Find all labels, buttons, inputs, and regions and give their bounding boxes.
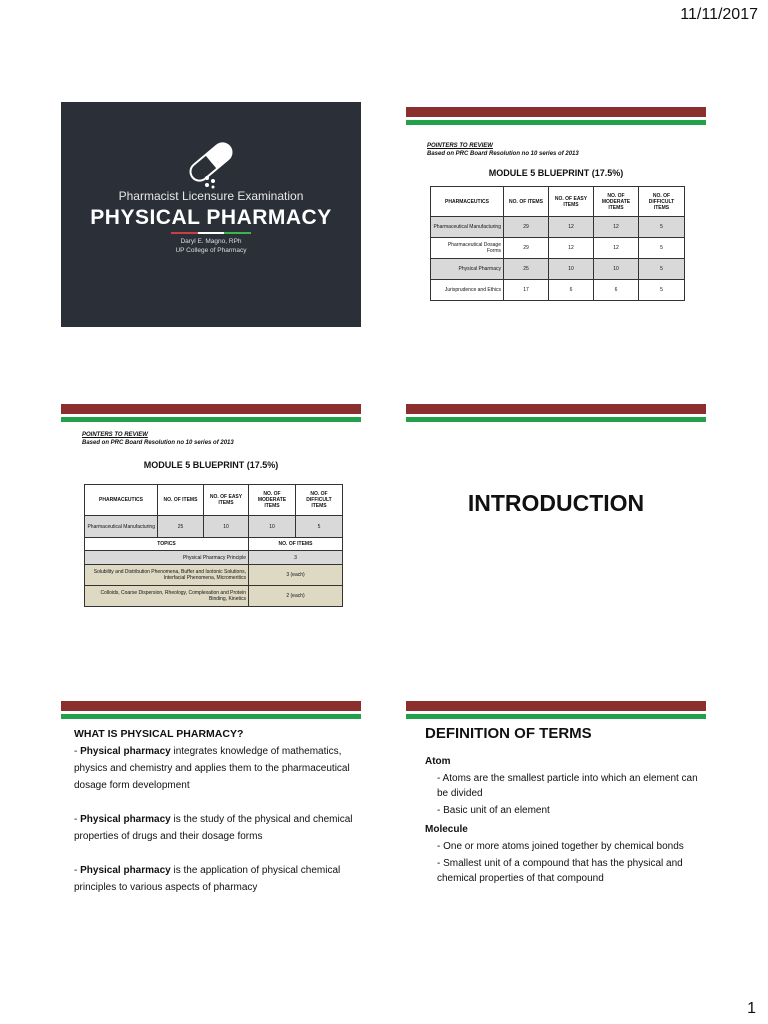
paragraph-1: - Physical pharmacy integrates knowledge of mathematics, physics and chemistry and applies them to the pharmaceutical dosage form development bbox=[74, 746, 350, 791]
table-cell: 10 bbox=[594, 259, 639, 280]
slide-title: PHYSICAL PHARMACY bbox=[90, 206, 332, 229]
slide3-blueprint-table bbox=[84, 484, 343, 607]
table-cell: Colloids, Coarse Dispersion, Rheology, Complexation and Protein Binding, Kinetics bbox=[85, 586, 249, 607]
definition-item: - Atoms are the smallest particle into which an element can be divided bbox=[437, 773, 698, 799]
definition-item: - One or more atoms joined together by chemical bonds bbox=[437, 841, 684, 852]
table-cell: Physical Pharmacy Principle bbox=[85, 551, 249, 565]
pointers-heading: POINTERS TO REVIEW bbox=[82, 432, 148, 438]
table-cell: 29 bbox=[504, 217, 549, 238]
col-header: NO. OF ITEMS bbox=[158, 485, 204, 516]
slide3-blueprint-title: MODULE 5 BLUEPRINT (17.5%) bbox=[143, 460, 279, 470]
slide6-red-bar bbox=[406, 701, 706, 711]
title-rule-red bbox=[171, 232, 198, 234]
table-cell: 5 bbox=[639, 238, 685, 259]
slide3-red-bar bbox=[61, 404, 361, 414]
slide4-title: INTRODUCTION bbox=[467, 490, 645, 516]
slide3-pointers bbox=[82, 431, 234, 447]
table-cell: 10 bbox=[549, 259, 594, 280]
table-cell: 12 bbox=[549, 238, 594, 259]
col-header: NO. OF MODERATE ITEMS bbox=[249, 485, 296, 516]
pointers-heading: POINTERS TO REVIEW bbox=[427, 143, 493, 149]
table-cell: Physical Pharmacy bbox=[431, 259, 504, 280]
slide2-green-bar bbox=[406, 120, 706, 125]
slide5-heading: WHAT IS PHYSICAL PHARMACY? bbox=[74, 728, 244, 740]
items-header: NO. OF ITEMS bbox=[249, 538, 343, 551]
paragraph-text: integrates knowledge of mathematics, physics and chemistry and applies them to the pharmaceutical dosage form development bbox=[74, 746, 350, 791]
table-cell: 25 bbox=[504, 259, 549, 280]
slide2-red-bar bbox=[406, 107, 706, 117]
bold-term: Physical pharmacy bbox=[80, 814, 171, 825]
table-row bbox=[431, 259, 685, 280]
presenter-name: Daryl E. Magno, RPh bbox=[180, 238, 242, 245]
title-rule-green bbox=[224, 232, 251, 234]
title-rule-white bbox=[198, 232, 224, 234]
title-slide bbox=[61, 102, 361, 327]
table-row bbox=[85, 551, 343, 565]
table-cell: 12 bbox=[594, 238, 639, 259]
table-cell: 25 bbox=[158, 516, 204, 538]
col-header: NO. OF ITEMS bbox=[504, 187, 549, 217]
slide5-content bbox=[74, 726, 358, 913]
definition-item: - Smallest unit of a compound that has the physical and chemical properties of that compound bbox=[437, 858, 683, 884]
slide2-pointers bbox=[427, 142, 579, 158]
table-cell: Pharmaceutical Manufacturing bbox=[85, 516, 158, 538]
col-header: NO. OF DIFFICULT ITEMS bbox=[296, 485, 343, 516]
slide2-blueprint-table bbox=[430, 186, 685, 301]
paragraph-text: is the application of physical chemical principles to various aspects of pharmacy bbox=[74, 865, 341, 893]
pointers-basis: Based on PRC Board Resolution no 10 series of 2013 bbox=[82, 440, 234, 446]
header-date: 11/11/2017 bbox=[680, 6, 758, 23]
table-cell: Pharmaceutical Dosage Forms bbox=[431, 238, 504, 259]
table-cell: 5 bbox=[639, 259, 685, 280]
table-cell: 5 bbox=[296, 516, 343, 538]
col-header: PHARMACEUTICS bbox=[431, 187, 504, 217]
col-header: NO. OF EASY ITEMS bbox=[204, 485, 249, 516]
table-cell: Solubility and Distribution Phenomena, Buffer and Isotonic Solutions, Interfacial Phenomena, Micromeritics bbox=[85, 565, 249, 586]
term-molecule: Molecule bbox=[425, 824, 468, 835]
table-cell: 3 (each) bbox=[249, 565, 343, 586]
term-atom: Atom bbox=[425, 756, 451, 767]
table-cell: 29 bbox=[504, 238, 549, 259]
table-cell: 10 bbox=[249, 516, 296, 538]
slide5-green-bar bbox=[61, 714, 361, 719]
pointers-basis: Based on PRC Board Resolution no 10 series of 2013 bbox=[427, 151, 579, 157]
table-cell: 6 bbox=[549, 280, 594, 301]
col-header: NO. OF DIFFICULT ITEMS bbox=[639, 187, 685, 217]
pill-icon bbox=[181, 140, 241, 190]
topics-header: TOPICS bbox=[85, 538, 249, 551]
col-header: PHARMACEUTICS bbox=[85, 485, 158, 516]
slide4-red-bar bbox=[406, 404, 706, 414]
table-row bbox=[431, 238, 685, 259]
page-number: 1 bbox=[747, 1000, 756, 1017]
table-row bbox=[85, 538, 343, 551]
slide6-green-bar bbox=[406, 714, 706, 719]
slide6-content bbox=[425, 750, 700, 886]
paragraph-3: - Physical pharmacy is the application of physical chemical principles to various aspects of pharmacy bbox=[74, 865, 341, 893]
table-cell: Jurisprudence and Ethics bbox=[431, 280, 504, 301]
col-header: NO. OF EASY ITEMS bbox=[549, 187, 594, 217]
table-row bbox=[85, 586, 343, 607]
bold-term: Physical pharmacy bbox=[80, 865, 171, 876]
table-row bbox=[85, 565, 343, 586]
table-cell: 5 bbox=[639, 280, 685, 301]
exam-subtitle: Pharmacist Licensure Examination bbox=[118, 189, 304, 203]
paragraph-text: is the study of the physical and chemical properties of drugs and their dosage forms bbox=[74, 814, 353, 842]
slide3-green-bar bbox=[61, 417, 361, 422]
presenter-info bbox=[61, 237, 361, 255]
table-cell: 17 bbox=[504, 280, 549, 301]
presenter-affiliation: UP College of Pharmacy bbox=[175, 247, 247, 254]
table-row bbox=[431, 217, 685, 238]
slide6-heading: DEFINITION OF TERMS bbox=[425, 725, 592, 742]
col-header: NO. OF MODERATE ITEMS bbox=[594, 187, 639, 217]
table-cell: Pharmaceutical Manufacturing bbox=[431, 217, 504, 238]
slide4-green-bar bbox=[406, 417, 706, 422]
paragraph-2: - Physical pharmacy is the study of the physical and chemical properties of drugs and their dosage forms bbox=[74, 814, 353, 842]
bold-term: Physical pharmacy bbox=[80, 746, 171, 757]
table-row bbox=[85, 516, 343, 538]
table-cell: 12 bbox=[549, 217, 594, 238]
table-cell: 6 bbox=[594, 280, 639, 301]
table-cell: 10 bbox=[204, 516, 249, 538]
table-cell: 2 (each) bbox=[249, 586, 343, 607]
slide5-red-bar bbox=[61, 701, 361, 711]
table-cell: 12 bbox=[594, 217, 639, 238]
table-cell: 5 bbox=[639, 217, 685, 238]
table-row bbox=[431, 280, 685, 301]
definition-item: - Basic unit of an element bbox=[437, 805, 550, 816]
table-cell: 3 bbox=[249, 551, 343, 565]
slide2-blueprint-title: MODULE 5 BLUEPRINT (17.5%) bbox=[488, 168, 624, 178]
